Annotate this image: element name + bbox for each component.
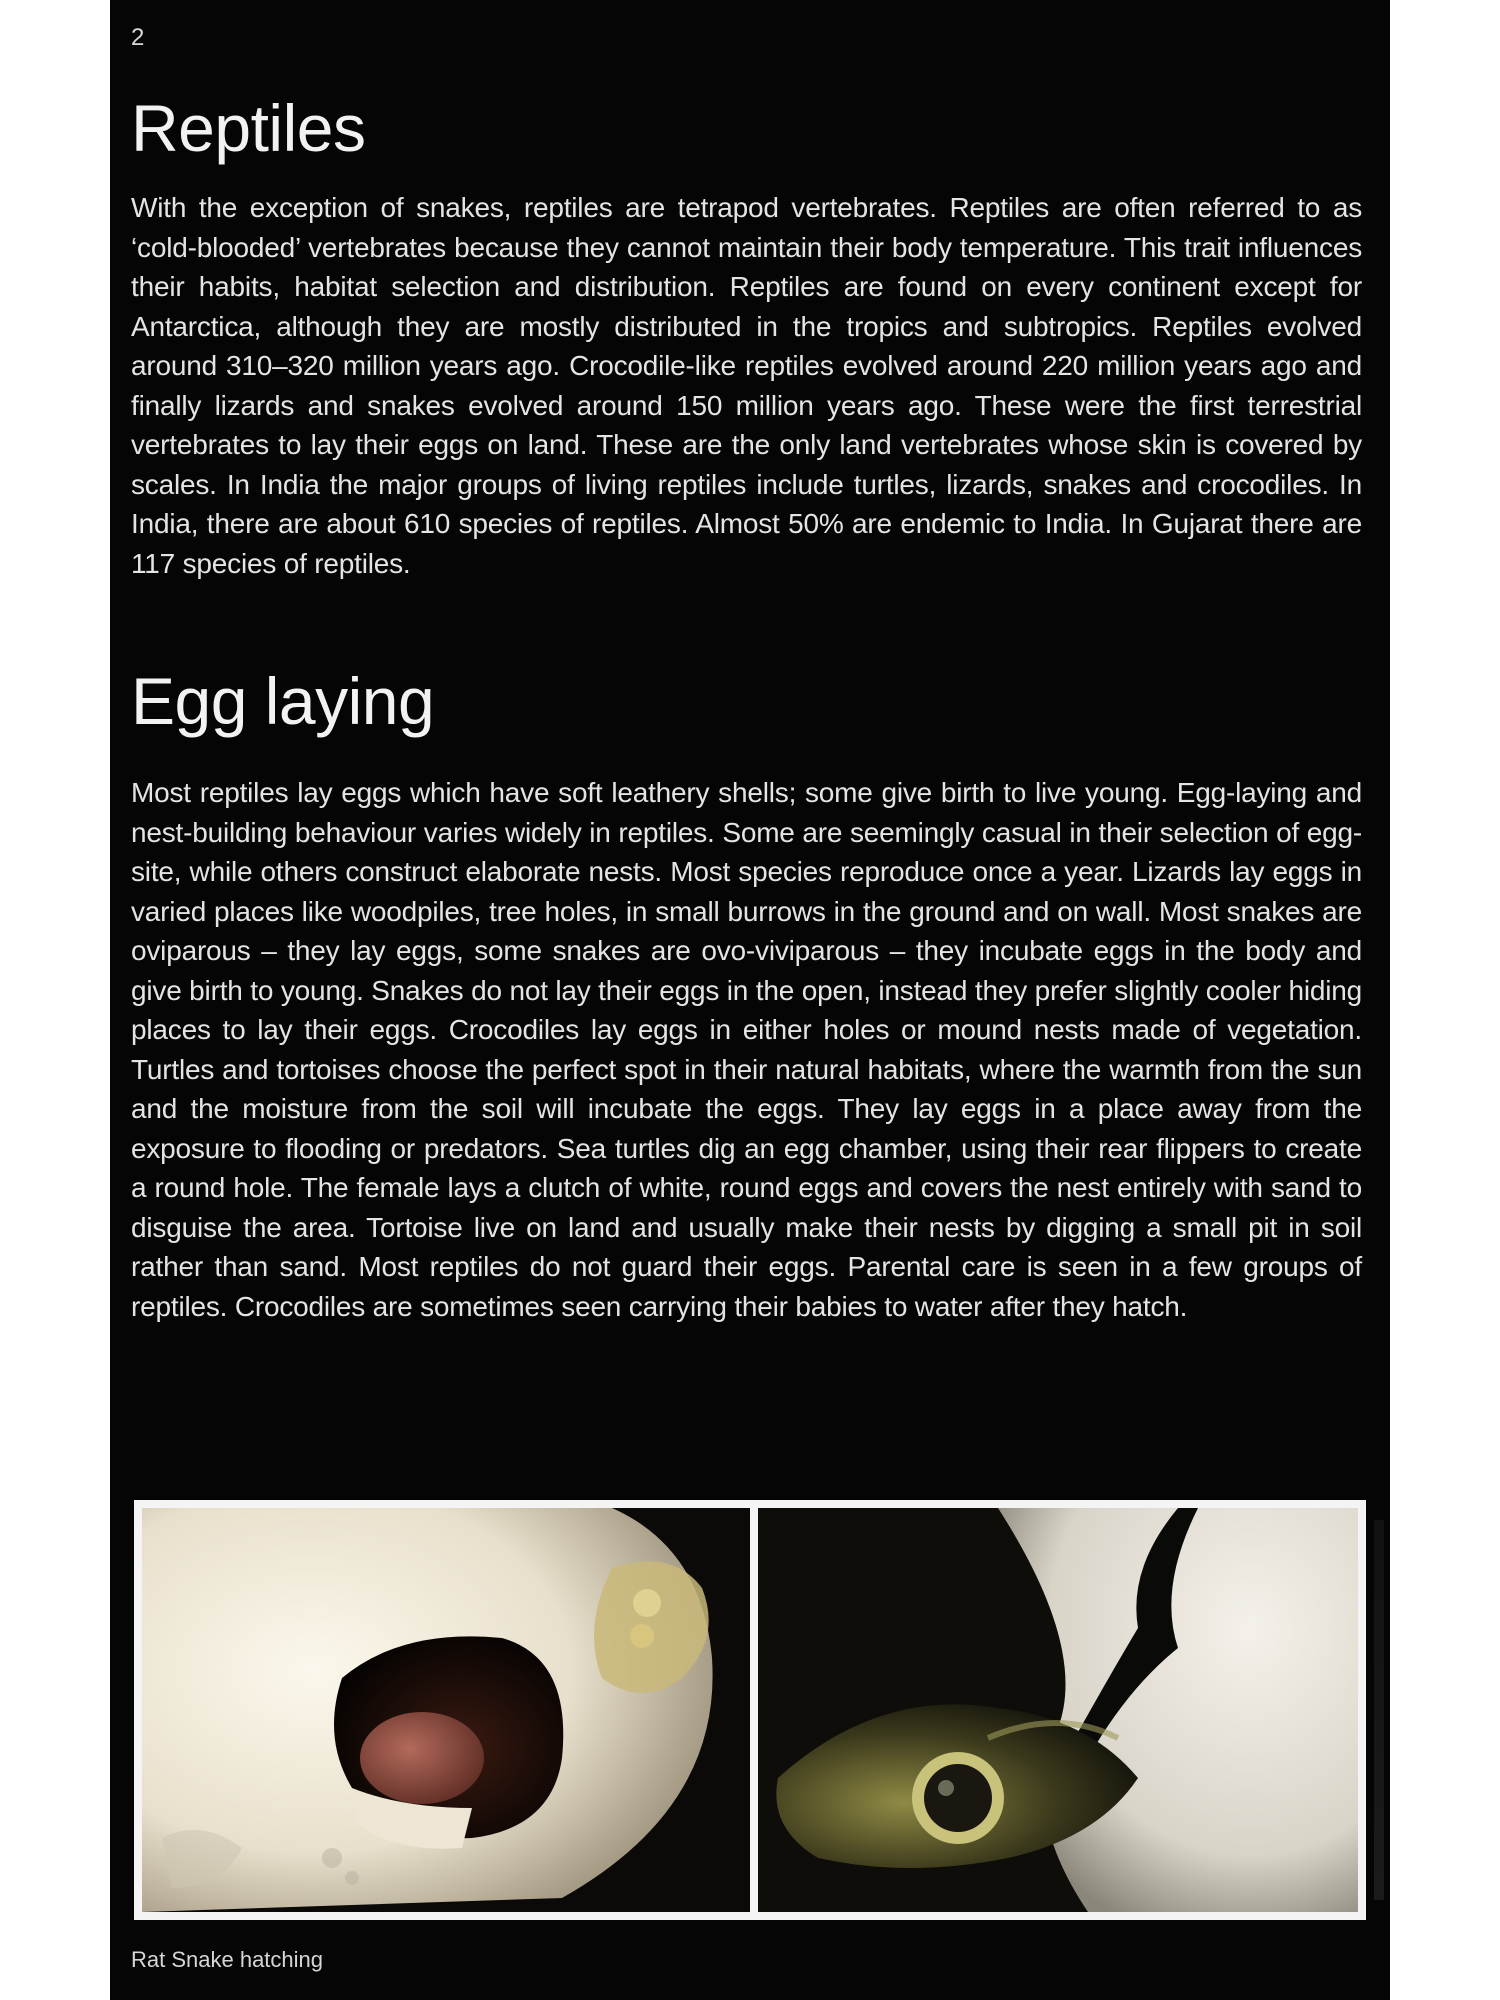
figure-caption: Rat Snake hatching — [131, 1947, 324, 1972]
side-photo-credit — [1374, 1520, 1384, 1900]
paragraph-reptiles: With the exception of snakes, reptiles are tetrapod vertebrates. Reptiles are often referred to as ‘cold-blooded’ vertebrates because they cannot maintain their body temperature. This trait influences their habits, habitat selection and distribution. Reptiles are found on every continent except for Antarctica, although they are mostly distributed in the tropics and subtropics. Reptiles evolved around 310–320 million years ago. Crocodile-like reptiles evolved around 220 million years ago and finally lizards and snakes evolved around 150 million years ago. These were the first terrestrial vertebrates to lay their eggs on land. These are the only land vertebrates whose skin is covered by scales. In India the major groups of living reptiles include turtles, lizards, snakes and crocodiles. In India, there are about 610 species of reptiles. Almost 50% are endemic to India. In Gujarat there are 117 species of reptiles. — [131, 192, 1362, 579]
photo-frame — [134, 1500, 1366, 1920]
snake-head-illustration — [758, 1508, 1358, 1912]
snake-head-emerging-photo — [758, 1508, 1358, 1912]
page-number: 2 — [131, 24, 145, 51]
egg-hatching-illustration — [142, 1508, 750, 1912]
paragraph-egg-laying: Most reptiles lay eggs which have soft leathery shells; some give birth to live young. Egg-laying and nest-building behaviour varies widely in reptiles. Some are seemingly casual in their selection of egg-site, while others construct elaborate nests. Most species reproduce once a year. Lizards lay eggs in varied places like woodpiles, tree holes, in small burrows in the ground and on wall. Most snakes are oviparous – they lay eggs, some snakes are ovo-viviparous – they incubate eggs in the body and give birth to young. Snakes do not lay their eggs in the open, instead they prefer slightly cooler hiding places to lay their eggs. Crocodiles lay eggs in either holes or mound nests made of vegetation. Turtles and tortoises choose the perfect spot in their natural habitats, where the warmth from the sun and the moisture from the soil will incubate the eggs. They lay eggs in a place away from the exposure to flooding or predators. Sea turtles dig an egg chamber, using their rear flippers to create a round hole. The female lays a clutch of white, round eggs and covers the nest entirely with sand to disguise the area. Tortoise live on land and usually make their nests by digging a small pit in soil rather than sand. Most reptiles do not guard their eggs. Parental care is seen in a few groups of reptiles. Crocodiles are sometimes seen carrying their babies to water after they hatch. — [131, 777, 1362, 1322]
section-heading-reptiles: Reptiles — [131, 91, 366, 165]
section-heading-egg-laying: Egg laying — [131, 664, 435, 738]
book-page — [110, 0, 1390, 2000]
egg-hatching-photo — [142, 1508, 750, 1912]
